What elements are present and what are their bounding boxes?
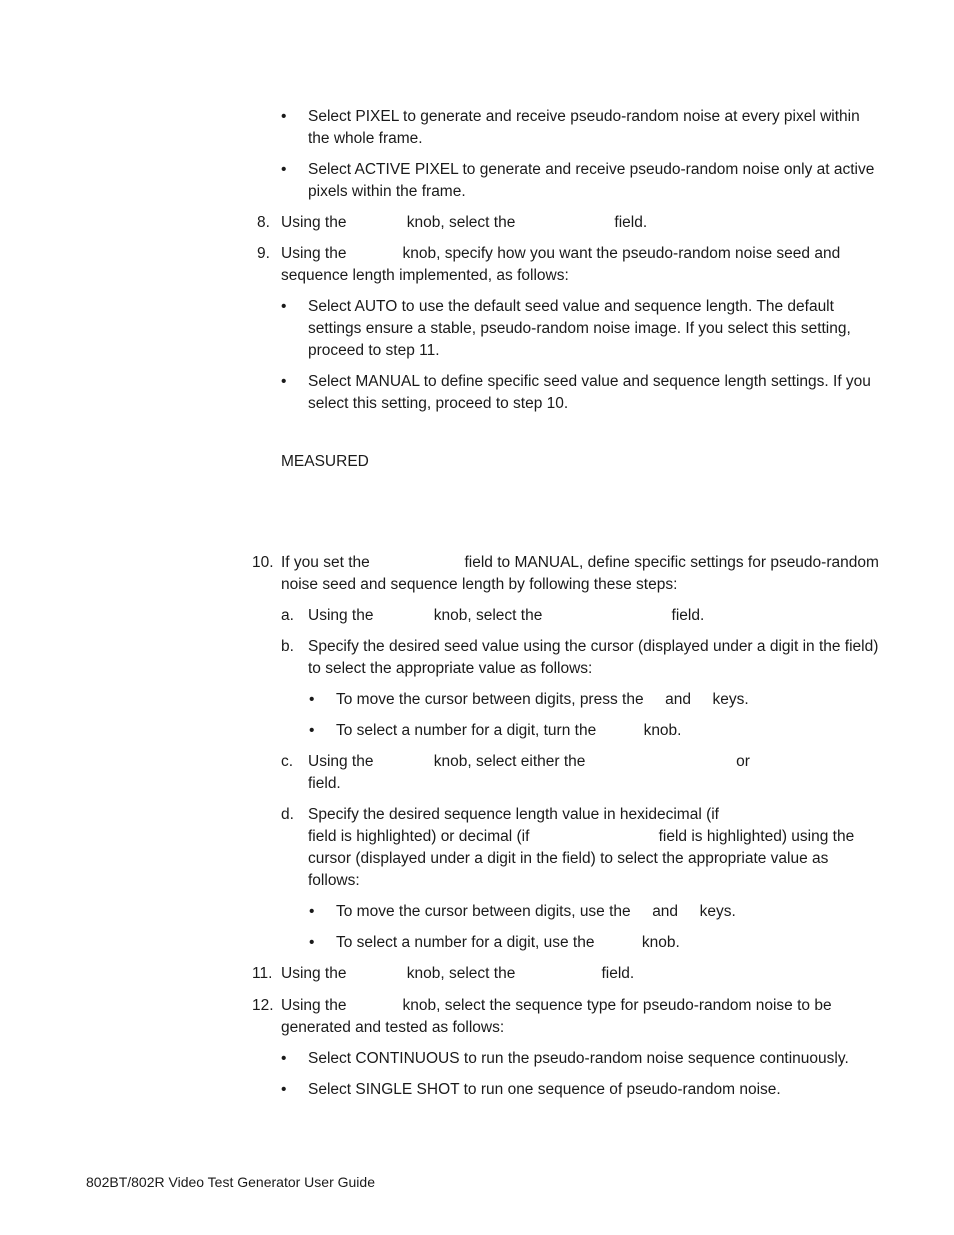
text-line: cursor (displayed under a digit in the field) to select the appropriate value as — [308, 850, 829, 867]
step-number: b. — [281, 638, 294, 655]
text-line: Select AUTO to use the default seed value and sequence length. The default — [308, 298, 834, 315]
bullet-marker: • — [281, 108, 287, 125]
step-number: 8. — [257, 214, 270, 231]
bullet-marker: • — [281, 161, 287, 178]
step-number: 12. — [252, 997, 274, 1014]
bullet-marker: • — [309, 722, 315, 739]
text-line: Select ACTIVE PIXEL to generate and receive pseudo-random noise only at active — [308, 161, 875, 178]
text-line: proceed to step 11. — [308, 342, 440, 359]
text-line: To move the cursor between digits, use the and keys. — [336, 903, 736, 920]
text-line: Using the knob, select the sequence type for pseudo-random noise to be — [281, 997, 832, 1014]
text-line: field is highlighted) or decimal (if field is highlighted) using the — [308, 828, 855, 845]
step-number: 10. — [252, 554, 274, 571]
text-line: Select MANUAL to define specific seed value and sequence length settings. If you — [308, 373, 871, 390]
text-line: follows: — [308, 872, 360, 889]
text-line: Using the knob, select the field. — [281, 965, 635, 982]
text-line: select this setting, proceed to step 10. — [308, 395, 569, 412]
text-line: sequence length implemented, as follows: — [281, 267, 569, 284]
text-line: field. — [308, 775, 341, 792]
step-number: a. — [281, 607, 294, 624]
text-line: To select a number for a digit, turn the knob. — [336, 722, 682, 739]
step-number: 9. — [257, 245, 270, 262]
text-line: Using the knob, specify how you want the pseudo-random noise seed and — [281, 245, 841, 262]
text-line: noise seed and sequence length by following these steps: — [281, 576, 678, 593]
page-footer: 802BT/802R Video Test Generator User Guide — [86, 1174, 375, 1190]
text-line: Specify the desired sequence length value in hexidecimal (if — [308, 806, 719, 823]
text-line: Using the knob, select the field. — [281, 214, 648, 231]
bullet-marker: • — [309, 691, 315, 708]
bullet-marker: • — [281, 1050, 287, 1067]
text-line: Using the knob, select the field. — [308, 607, 705, 624]
bullet-marker: • — [309, 934, 315, 951]
text-line: Using the knob, select either the or — [308, 753, 750, 770]
text-line: Select PIXEL to generate and receive pseudo-random noise at every pixel within — [308, 108, 860, 125]
text-line: Select SINGLE SHOT to run one sequence of pseudo-random noise. — [308, 1081, 781, 1098]
step-number: c. — [281, 753, 294, 770]
bullet-marker: • — [281, 298, 287, 315]
text-line: To select a number for a digit, use the knob. — [336, 934, 680, 951]
text-line: generated and tested as follows: — [281, 1019, 505, 1036]
text-line: Select CONTINUOUS to run the pseudo-random noise sequence continuously. — [308, 1050, 849, 1067]
text-line: pixels within the frame. — [308, 183, 466, 200]
text-line: to select the appropriate value as follows: — [308, 660, 593, 677]
text-line: MEASURED — [281, 453, 369, 470]
text-line: If you set the field to MANUAL, define specific settings for pseudo-random — [281, 554, 879, 571]
step-number: 11. — [252, 965, 273, 982]
text-line: settings ensure a stable, pseudo-random noise image. If you select this setting, — [308, 320, 851, 337]
step-number: d. — [281, 806, 294, 823]
text-line: Specify the desired seed value using the cursor (displayed under a digit in the field) — [308, 638, 879, 655]
bullet-marker: • — [281, 373, 287, 390]
bullet-marker: • — [281, 1081, 287, 1098]
text-line: the whole frame. — [308, 130, 423, 147]
bullet-marker: • — [309, 903, 315, 920]
text-line: To move the cursor between digits, press the and keys. — [336, 691, 749, 708]
